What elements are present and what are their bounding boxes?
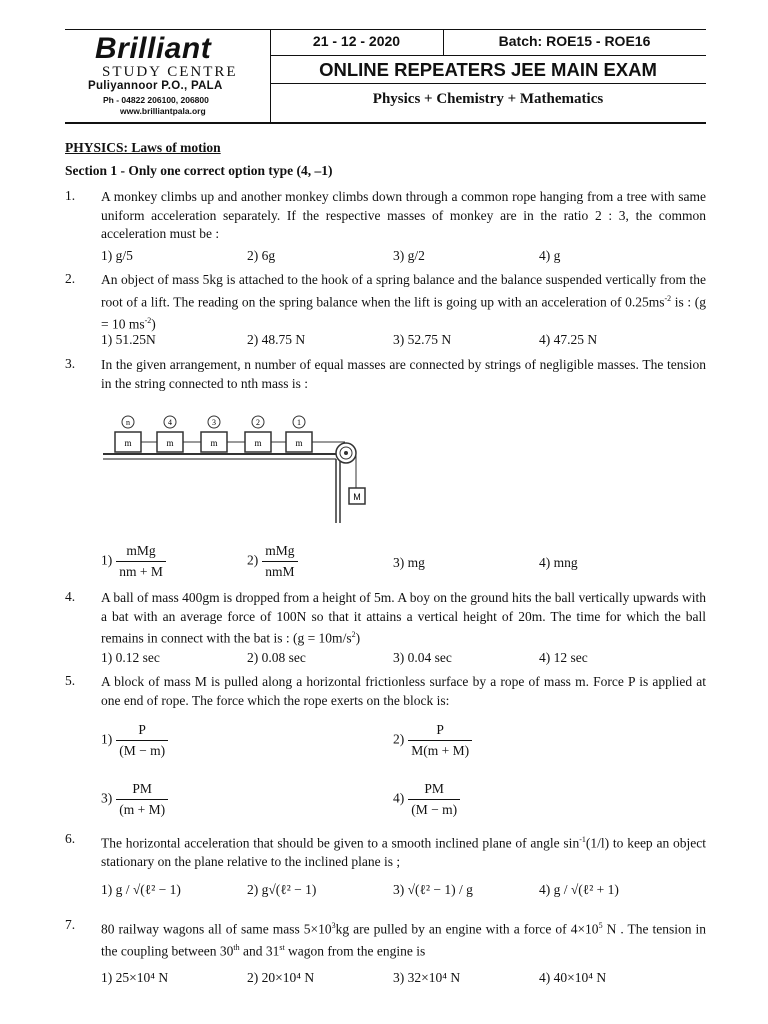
q3-option-3: 3) mg	[393, 555, 425, 570]
q2-option-4: 4) 47.25 N	[539, 332, 598, 347]
q4-option-3: 3) 0.04 sec	[393, 650, 452, 665]
exam-date: 21 - 12 - 2020	[312, 33, 401, 49]
section-title: PHYSICS: Laws of motion	[65, 140, 221, 155]
header-top-rule	[65, 29, 706, 30]
exam-title: ONLINE REPEATERS JEE MAIN EXAM	[319, 59, 657, 80]
q3-diagram	[100, 408, 370, 526]
svg-text:4: 4	[168, 418, 172, 427]
q5-text: A block of mass M is pulled along a horizontal frictionless surface by a rope of mass m. Force P is applied at one end of rope. The force which the rope exerts on the block is:	[101, 674, 706, 708]
q4-option-1: 1) 0.12 sec	[101, 650, 160, 665]
q1-text: A monkey climbs up and another monkey climbs down through a common rope hanging from a tree with same uniform acceleration separately. If the respective masses of monkey are in the ratio 2 : 3, the common acceleration must be :	[101, 189, 706, 241]
q6-text: The horizontal acceleration that should be given to a smooth inclined plane of angle $\sin^{-1}(1/l)$ to keep an object stationary on the plane relative to the inclined plane is ;	[101, 835, 706, 869]
svg-text:m: m	[295, 438, 303, 448]
q1-option-4: 4) g	[539, 248, 561, 263]
q6-option-2: 2) g√(ℓ² − 1)	[247, 882, 317, 897]
exam-subjects: Physics + Chemistry + Mathematics	[372, 91, 604, 107]
q3-block-1	[286, 416, 312, 452]
svg-text:m: m	[254, 438, 262, 448]
q3-option-4: 4) mng	[539, 555, 578, 570]
q5-option-2: 2) $\frac{P}{M(m + M)}$	[393, 722, 472, 759]
q1-option-2: 2) 6g	[247, 248, 276, 263]
header-bottom-rule	[65, 122, 706, 124]
q2-number: 2.	[65, 271, 76, 286]
q3-number: 3.	[65, 356, 76, 371]
q7-option-1: 1) 25×10⁴ N	[101, 970, 169, 985]
q7-option-2: 2) 20×10⁴ N	[247, 970, 315, 985]
q3-hanging-mass	[349, 488, 365, 504]
q1-number: 1.	[65, 188, 76, 203]
q3-block-n	[115, 416, 141, 452]
brand-phone: Ph - 04822 206100, 206800	[103, 95, 209, 105]
svg-text:1: 1	[297, 418, 301, 427]
q6-option-1: 1) g / √(ℓ² − 1)	[101, 882, 181, 897]
brand-website: www.brilliantpala.org	[120, 106, 206, 116]
svg-text:n: n	[126, 418, 130, 427]
q1-option-3: 3) g/2	[393, 248, 425, 263]
q2-option-3: 3) 52.75 N	[393, 332, 452, 347]
brand-logo: Brilliant	[95, 32, 212, 65]
q7-text: 80 railway wagons all of same mass $5\times 10^3kg$ are pulled by an engine with a force of $4\times 10^5$ N . The tension in the coupling between 30th and 31st wagon from the engine is	[101, 921, 706, 959]
q3-option-1: 1) $\frac{\text{mMg}}{nm + M}$	[101, 543, 166, 580]
q2-text: An object of mass 5kg is attached to the hook of a spring balance and the balance suspended vertically from the root of a lift. The reading on the spring balance when the lift is going up with an acceleration of $0.25ms^{-2}$ is : (g = 10 $ms^{-2}$)	[101, 272, 706, 331]
section-subtitle: Section 1 - Only one correct option type (4, –1)	[65, 163, 333, 178]
q2-option-2: 2) 48.75 N	[247, 332, 306, 347]
exam-batch: Batch: ROE15 - ROE16	[498, 33, 651, 49]
header-rule-2	[270, 83, 706, 84]
q1-option-1: 1) g/5	[101, 248, 133, 263]
brand-subtitle: STUDY CENTRE	[102, 64, 238, 80]
q4-text: A ball of mass 400gm is dropped from a height of 5m. A boy on the ground hits the ball vertically upwards with a bat with an average force of 100N so that it attains a vertical height of 20m. The time for which the ball remains in connect with the bat is : $(g = 10m/s^2)$	[101, 590, 706, 646]
q6-option-4: 4) g / √(ℓ² + 1)	[539, 882, 619, 897]
q5-option-3: 3) $\frac{PM}{(m + M)}$	[101, 781, 168, 818]
svg-text:M: M	[353, 492, 361, 502]
header-rule-1	[270, 55, 706, 56]
q7-number: 7.	[65, 917, 76, 932]
q4-option-2: 2) 0.08 sec	[247, 650, 306, 665]
brand-address: Puliyannoor P.O., PALA	[88, 80, 223, 92]
q7-option-4: 4) 40×10⁴ N	[539, 970, 607, 985]
q4-number: 4.	[65, 589, 76, 604]
q3-text: In the given arrangement, n number of equal masses are connected by strings of negligible masses. The tension in the string connected to nth mass is :	[101, 357, 706, 391]
q5-option-1: 1) $\frac{P}{(M - m)}$	[101, 722, 168, 759]
svg-text:m: m	[124, 438, 132, 448]
q5-option-4: 4) $\frac{PM}{(M - m)}$	[393, 781, 460, 818]
svg-text:3: 3	[212, 418, 216, 427]
svg-text:m: m	[166, 438, 174, 448]
q5-number: 5.	[65, 673, 76, 688]
svg-text:2: 2	[256, 418, 260, 427]
q4-option-4: 4) 12 sec	[539, 650, 588, 665]
svg-text:m: m	[210, 438, 218, 448]
q2-option-1: 1) 51.25N	[101, 332, 156, 347]
q6-option-3: 3) √(ℓ² − 1) / g	[393, 882, 473, 897]
q7-option-3: 3) 32×10⁴ N	[393, 970, 461, 985]
q3-block-2	[245, 416, 271, 452]
q3-block-4	[157, 416, 183, 452]
q6-number: 6.	[65, 831, 76, 846]
q3-block-3	[201, 416, 227, 452]
q3-option-2: 2) $\frac{\text{mMg}}{\text{nmM}}$	[247, 543, 298, 580]
